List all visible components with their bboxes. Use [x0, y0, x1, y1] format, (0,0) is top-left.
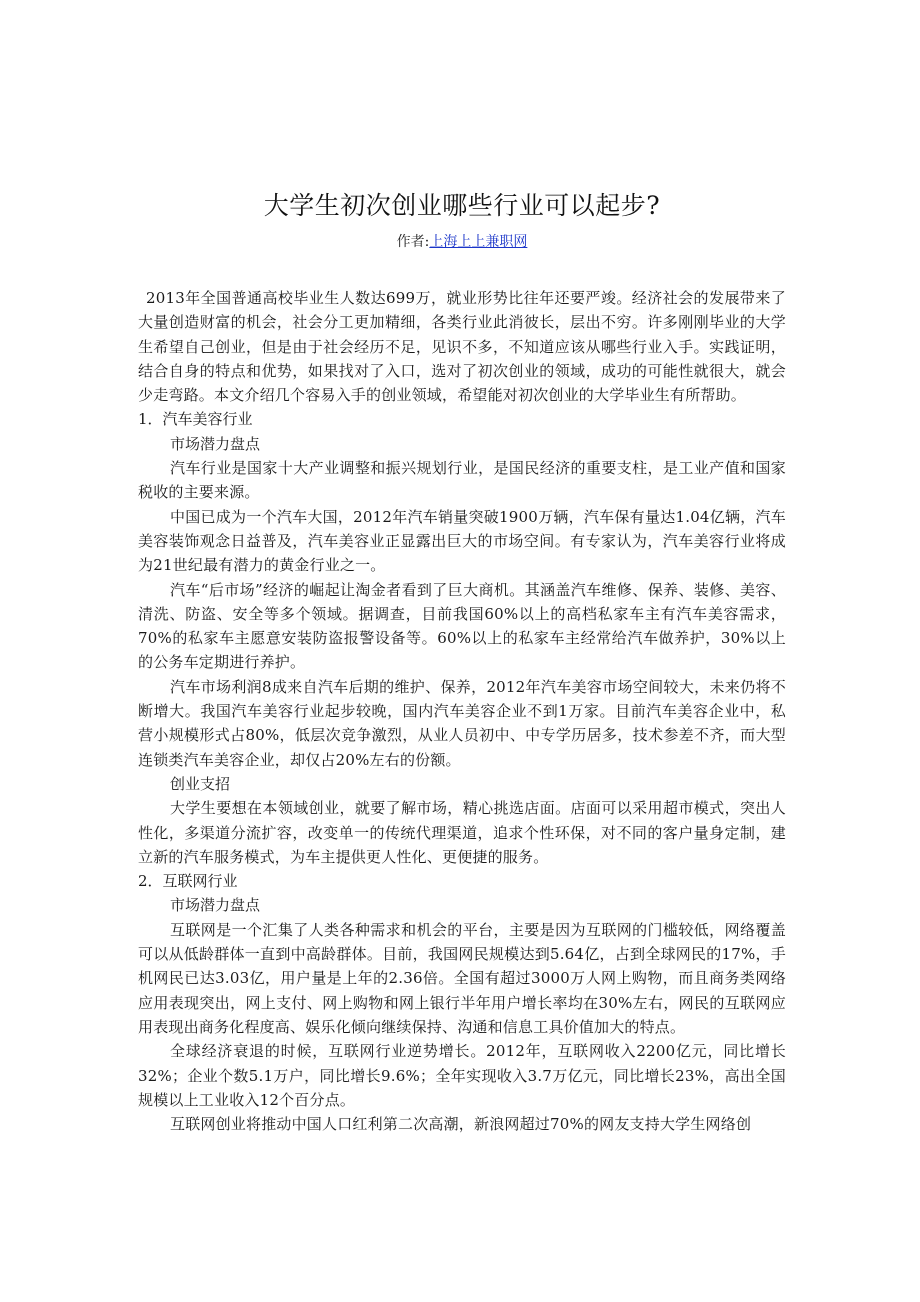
- section-heading-auto-beauty: 1．汽车美容行业: [138, 410, 253, 429]
- author-label: 作者:: [396, 234, 430, 250]
- body-paragraph: 全球经济衰退的时候，互联网行业逆势增长。2012年，互联网收入2200亿元，同比增长32%；企业个数5.1万户，同比增长9.6%；全年实现收入3.7万亿元，同比增长23%，高出全国规模以上工业收入12个百分点。: [138, 1042, 786, 1109]
- author-line: [138, 232, 786, 252]
- body-paragraph: 互联网是一个汇集了人类各种需求和机会的平台，主要是因为互联网的门槛较低，网络覆盖可以从低龄群体一直到中高龄群体。目前，我国网民规模达到5.64亿，占到全球网民的17%，手机网民已达3.03亿，用户量是上年的2.36倍。全国有超过3000万人网上购物，而且商务类网络应用表现突出，网上支付、网上购物和网上银行半年用户增长率均在30%左右，网民的互联网应用表现出商务化程度高、娱乐化倾向继续保持、沟通和信息工具价值加大的特点。: [138, 920, 786, 1036]
- body-paragraph: 汽车市场利润8成来自汽车后期的维护、保养，2012年汽车美容市场空间较大，未来仍将不断增大。我国汽车美容行业起步较晚，国内汽车美容企业不到1万家。目前汽车美容企业中，私营小规模形式占80%，低层次竞争激烈，从业人员初中、中专学历居多，技术参差不齐，而大型连锁类汽车美容企业，却仅占20%左右的份额。: [138, 677, 786, 769]
- intro-paragraph: 2013年全国普通高校毕业生人数达699万，就业形势比往年还要严竣。经济社会的发展带来了大量创造财富的机会，社会分工更加精细，各类行业此消彼长，层出不穷。许多刚刚毕业的大学生希望自己创业，但是由于社会经历不足，见识不多，不知道应该从哪些行业入手。实践证明，结合自身的特点和优势，如果找对了入口，选对了初次创业的领域，成功的可能性就很大，就会少走弯路。本文介绍几个容易入手的创业领域，希望能对初次创业的大学毕业生有所帮助。: [138, 289, 786, 405]
- section-heading-internet: 2．互联网行业: [138, 872, 238, 891]
- body-paragraph: 汽车“后市场”经济的崛起让淘金者看到了巨大商机。其涵盖汽车维修、保养、装修、美容、清洗、防盗、安全等多个领域。据调查，目前我国60%以上的高档私家车主有汽车美容需求，70%的私家车主愿意安装防盗报警设备等。60%以上的私家车主经常给汽车做养护，30%以上的公务车定期进行养护。: [138, 580, 786, 672]
- body-paragraph: 大学生要想在本领域创业，就要了解市场，精心挑选店面。店面可以采用超市模式，突出人性化，多渠道分流扩容，改变单一的传统代理渠道，追求个性环保，对不同的客户量身定制，建立新的汽车服务模式，为车主提供更人性化、更便捷的服务。: [138, 799, 786, 866]
- document-page: [138, 186, 786, 1136]
- subheading-market-potential: 市场潜力盘点: [170, 434, 261, 453]
- body-paragraph: 互联网创业将推动中国人口红利第二次高潮，新浪网超过70%的网友支持大学生网络创: [170, 1115, 752, 1134]
- author-link[interactable]: 上海上上兼职网: [429, 234, 528, 250]
- subheading-market-potential: 市场潜力盘点: [170, 896, 261, 915]
- subheading-startup-tips: 创业支招: [170, 774, 231, 793]
- document-title: 大学生初次创业哪些行业可以起步?: [263, 191, 661, 220]
- body-paragraph: 汽车行业是国家十大产业调整和振兴规划行业，是国民经济的重要支柱，是工业产值和国家税收的主要来源。: [138, 459, 786, 502]
- body-paragraph: 中国已成为一个汽车大国，2012年汽车销量突破1900万辆，汽车保有量达1.04亿辆，汽车美容装饰观念日益普及，汽车美容业正显露出巨大的市场空间。有专家认为，汽车美容行业将成为21世纪最有潜力的黄金行业之一。: [138, 507, 786, 575]
